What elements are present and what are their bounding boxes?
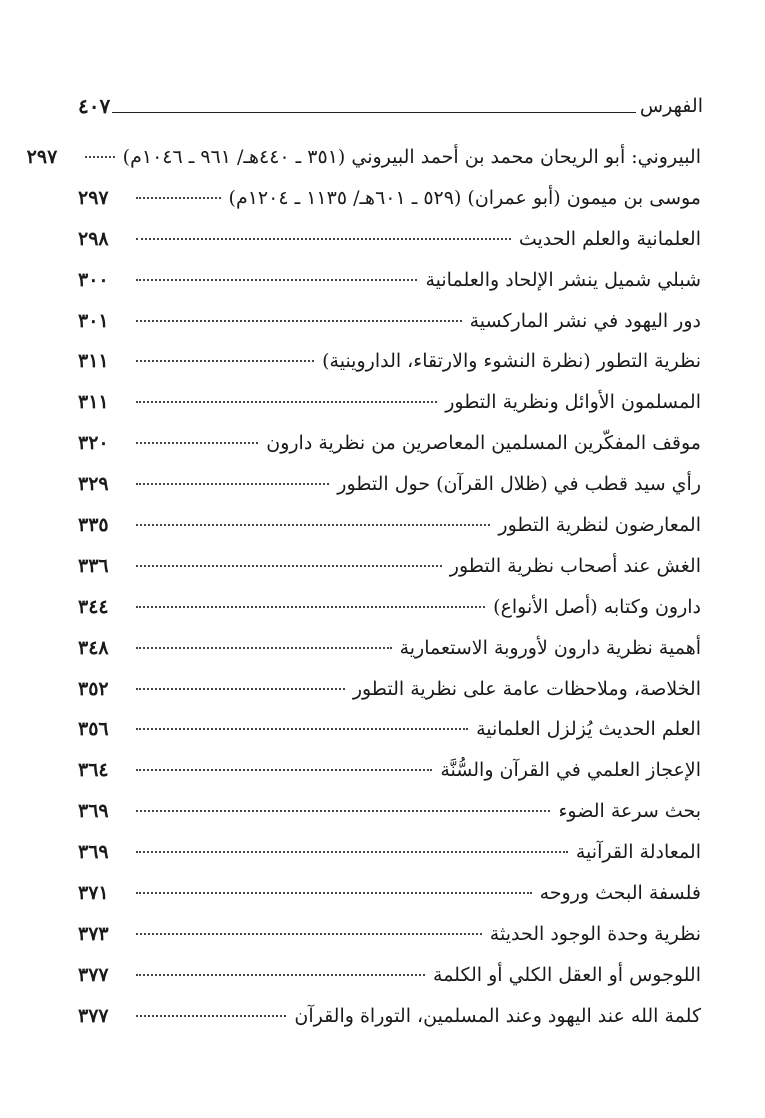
toc-entry-page: ٣٢٩ bbox=[78, 473, 109, 496]
toc-entry bbox=[78, 873, 701, 914]
toc-entry-title: المسلمون الأوائل ونظرية التطور bbox=[445, 391, 701, 414]
running-header bbox=[78, 86, 703, 116]
toc-entry-title: بحث سرعة الضوء bbox=[558, 800, 701, 823]
toc-entry bbox=[78, 628, 701, 669]
toc-entry bbox=[78, 914, 701, 955]
toc-entry-page: ٣٦٤ bbox=[78, 759, 109, 782]
dot-leader bbox=[136, 933, 482, 935]
toc-entry-page: ٣٦٩ bbox=[78, 800, 109, 823]
toc-entry-title: موسى بن ميمون (أبو عمران) (٥٢٩ ـ ٦٠١هـ/ ١١٣٥ ـ ١٢٠٤م) bbox=[228, 186, 701, 209]
toc-entry-title: المعادلة القرآنية bbox=[575, 841, 701, 864]
toc-entry-page: ٣٥٦ bbox=[78, 718, 109, 741]
toc-entry-page: ٣٧٧ bbox=[78, 963, 109, 986]
dot-leader bbox=[136, 728, 468, 730]
toc-entry-page: ٢٩٧ bbox=[26, 146, 58, 168]
toc-entry bbox=[78, 955, 701, 996]
page-number: ٤٠٧ bbox=[78, 94, 111, 118]
toc-entry-page: ٣١١ bbox=[78, 391, 109, 414]
toc-entry-page: ٣٦٩ bbox=[78, 841, 109, 864]
toc-entry-page: ٣٧٧ bbox=[78, 1004, 109, 1027]
dot-leader bbox=[136, 197, 221, 199]
toc-entry-title: اللوجوس أو العقل الكلي أو الكلمة bbox=[433, 963, 701, 986]
dot-leader bbox=[136, 524, 490, 526]
toc-entry bbox=[78, 669, 701, 710]
toc-entry bbox=[78, 219, 701, 260]
toc-entry-title: الغش عند أصحاب نظرية التطور bbox=[449, 554, 701, 577]
toc-entry-title: المعارضون لنظرية التطور bbox=[498, 514, 701, 537]
dot-leader bbox=[136, 810, 550, 812]
table-of-contents bbox=[26, 137, 701, 1037]
toc-entry-page: ٣٥٢ bbox=[78, 677, 109, 700]
toc-entry-title: فلسفة البحث وروحه bbox=[539, 882, 701, 905]
dot-leader bbox=[136, 320, 462, 322]
dot-leader bbox=[136, 401, 437, 403]
toc-entry-title: دور اليهود في نشر الماركسية bbox=[469, 309, 701, 332]
dot-leader bbox=[136, 892, 532, 894]
dot-leader bbox=[136, 851, 568, 853]
toc-entry-title: دارون وكتابه (أصل الأنواع) bbox=[493, 595, 701, 618]
toc-entry-page: ٣٢٠ bbox=[78, 432, 109, 455]
toc-entry-title: البيروني: أبو الريحان محمد بن أحمد البيروني (٣٥١ ـ ٤٤٠هـ/ ٩٦١ ـ ١٠٤٦م) bbox=[122, 146, 701, 168]
toc-entry-title: كلمة الله عند اليهود وعند المسلمين، التوراة والقرآن bbox=[294, 1004, 701, 1027]
dot-leader bbox=[136, 360, 314, 362]
toc-entry-title: الخلاصة، وملاحظات عامة على نظرية التطور bbox=[352, 677, 701, 700]
toc-entry bbox=[78, 996, 701, 1037]
dot-leader bbox=[136, 279, 417, 281]
toc-entry bbox=[78, 546, 701, 587]
dot-leader bbox=[136, 483, 329, 485]
header-rule bbox=[112, 112, 636, 113]
toc-entry-page: ٣٣٦ bbox=[78, 554, 109, 577]
section-title: الفهرس bbox=[639, 95, 703, 117]
toc-entry-title: رأي سيد قطب في (ظلال القرآن) حول التطور bbox=[337, 473, 701, 496]
toc-entry-page: ٣٧١ bbox=[78, 882, 109, 905]
dot-leader bbox=[136, 565, 442, 567]
toc-entry-page: ٢٩٨ bbox=[78, 227, 109, 250]
toc-entry-title: نظرية وحدة الوجود الحديثة bbox=[489, 922, 701, 945]
toc-entry bbox=[78, 423, 701, 464]
dot-leader bbox=[136, 647, 392, 649]
toc-entry bbox=[78, 382, 701, 423]
toc-entry bbox=[78, 709, 701, 750]
toc-entry bbox=[78, 791, 701, 832]
toc-entry bbox=[78, 587, 701, 628]
dot-leader bbox=[136, 606, 485, 608]
toc-entry-page: ٣٠١ bbox=[78, 309, 109, 332]
toc-entry-title: العلمانية والعلم الحديث bbox=[518, 227, 701, 250]
dot-leader bbox=[136, 769, 432, 771]
toc-entry-title: أهمية نظرية دارون لأوروبة الاستعمارية bbox=[399, 636, 701, 659]
toc-entry-page: ٣٤٨ bbox=[78, 636, 109, 659]
toc-entry-title: شبلي شميل ينشر الإلحاد والعلمانية bbox=[425, 268, 701, 291]
toc-entry-title: العلم الحديث يُزلزل العلمانية bbox=[476, 718, 701, 741]
dot-leader bbox=[85, 156, 115, 158]
toc-entry bbox=[78, 464, 701, 505]
toc-entry bbox=[26, 137, 701, 178]
toc-entry-title: الإعجاز العلمي في القرآن والسُّنَّة bbox=[440, 759, 701, 782]
toc-entry bbox=[78, 341, 701, 382]
toc-entry-page: ٣٧٣ bbox=[78, 922, 109, 945]
toc-entry bbox=[78, 832, 701, 873]
toc-entry bbox=[78, 301, 701, 342]
toc-entry-title: نظرية التطور (نظرة النشوء والارتقاء، الداروينية) bbox=[322, 350, 701, 373]
toc-entry bbox=[78, 505, 701, 546]
toc-entry bbox=[78, 260, 701, 301]
dot-leader bbox=[136, 1015, 286, 1017]
toc-entry-page: ٣١١ bbox=[78, 350, 109, 373]
toc-entry bbox=[78, 750, 701, 791]
toc-entry-page: ٣٤٤ bbox=[78, 595, 109, 618]
dot-leader bbox=[136, 238, 511, 240]
toc-entry-page: ٢٩٧ bbox=[78, 186, 109, 209]
dot-leader bbox=[136, 442, 258, 444]
toc-entry bbox=[78, 178, 701, 219]
dot-leader bbox=[136, 974, 425, 976]
dot-leader bbox=[136, 688, 345, 690]
toc-entry-page: ٣٣٥ bbox=[78, 514, 109, 537]
toc-entry-page: ٣٠٠ bbox=[78, 268, 109, 291]
toc-entry-title: موقف المفكّرين المسلمين المعاصرين من نظرية دارون bbox=[266, 432, 701, 455]
